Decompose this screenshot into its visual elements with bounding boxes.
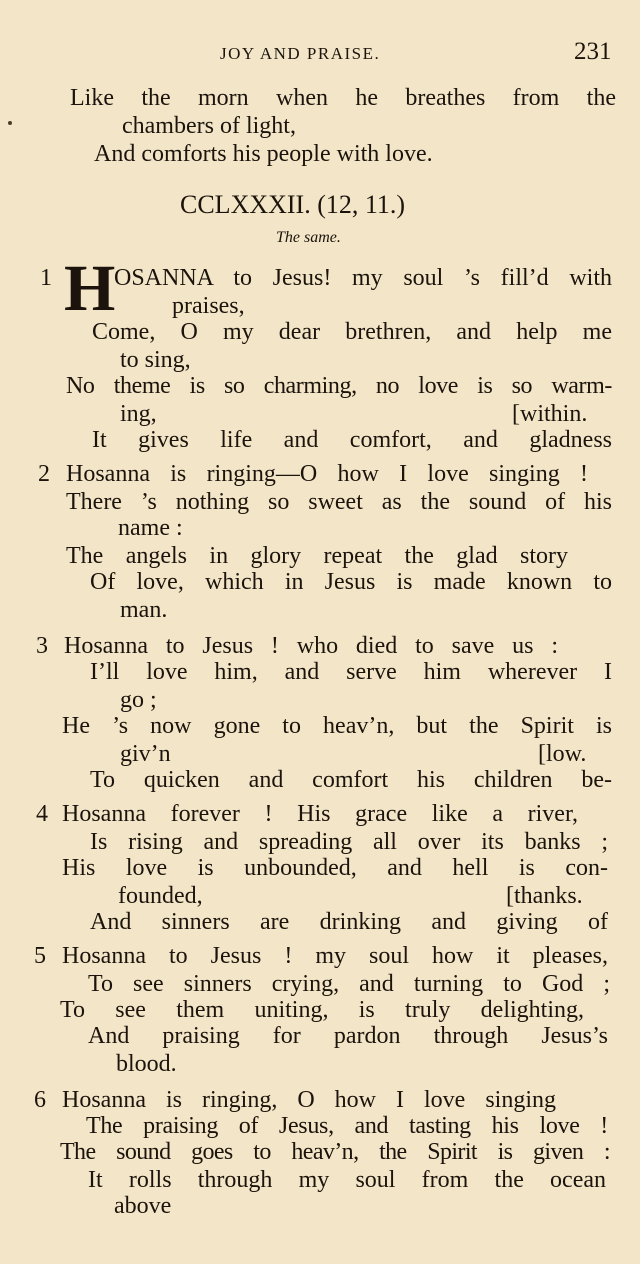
verse-line: founded, (118, 883, 203, 909)
verse-line: His love is unbounded, and hell is con- (62, 855, 608, 881)
verse-line: There ’s nothing so sweet as the sound of his (66, 489, 612, 515)
verse-line: name : (118, 515, 183, 541)
verse-line: He ’s now gone to heav’n, but the Spirit is (62, 713, 612, 739)
verse-line: Hosanna forever ! His grace like a river, (62, 801, 578, 827)
page-number: 231 (574, 38, 612, 65)
verse-line: The praising of Jesus, and tasting his love ! (86, 1113, 608, 1139)
verse-line: The angels in glory repeat the glad story (66, 543, 568, 569)
verse-line: Hosanna to Jesus ! my soul how it pleases, (62, 943, 608, 969)
verse-number: 4 (36, 801, 48, 827)
verse-number: 2 (38, 461, 50, 487)
verse-line: I’ll love him, and serve him wherever I (90, 659, 612, 685)
prev-hymn-line: And comforts his people with love. (94, 141, 433, 167)
drop-cap: H (64, 252, 116, 325)
verse-number: 6 (34, 1087, 46, 1113)
verse-line: Hosanna is ringing—O how I love singing ! (66, 461, 588, 487)
verse-line: No theme is so charming, no love is so warm- (66, 373, 612, 399)
margin-mark (8, 121, 12, 125)
verse-line: Hosanna is ringing, O how I love singing (62, 1087, 556, 1113)
verse-line: Come, O my dear brethren, and help me (92, 319, 612, 345)
verse-number: 1 (40, 265, 52, 291)
verse-line: The sound goes to heav’n, the Spirit is given : (60, 1139, 610, 1165)
verse-line: [within. (512, 401, 588, 427)
prev-hymn-line: Like the morn when he breathes from the (70, 85, 616, 111)
prev-hymn-line: chambers of light, (122, 113, 296, 139)
verse-line: And praising for pardon through Jesus’s (88, 1023, 608, 1049)
verse-number: 3 (36, 633, 48, 659)
verse-line: go ; (120, 687, 157, 713)
verse-line: OSANNA to Jesus! my soul ’s fill’d with (114, 265, 612, 291)
verse-line: above (114, 1193, 172, 1219)
verse-line: [low. (538, 741, 587, 767)
running-title: JOY AND PRAISE. (220, 44, 381, 63)
verse-line: ing, (120, 401, 157, 427)
verse-line: to sing, (120, 347, 191, 373)
verse-line: Is rising and spreading all over its banks ; (90, 829, 608, 855)
verse-line: giv’n (120, 741, 171, 767)
verse-line: And sinners are drinking and giving of (90, 909, 608, 935)
verse-line: It rolls through my soul from the ocean (88, 1167, 606, 1193)
verse-line: Of love, which in Jesus is made known to (90, 569, 612, 595)
verse-line: It gives life and comfort, and gladness (92, 427, 612, 453)
verse-line: To see sinners crying, and turning to God ; (88, 971, 610, 997)
verse-line: To quicken and comfort his children be- (90, 767, 612, 793)
verse-line: [thanks. (506, 883, 583, 909)
hymn-number: CCLXXXII. (12, 11.) (180, 190, 406, 219)
verse-line: To see them uniting, is truly delighting, (60, 997, 584, 1023)
verse-line: blood. (116, 1051, 177, 1077)
verse-number: 5 (34, 943, 46, 969)
verse-line: praises, (172, 293, 245, 319)
verse-line: man. (120, 597, 168, 623)
tune-note: The same. (276, 229, 341, 246)
verse-line: Hosanna to Jesus ! who died to save us : (64, 633, 558, 659)
